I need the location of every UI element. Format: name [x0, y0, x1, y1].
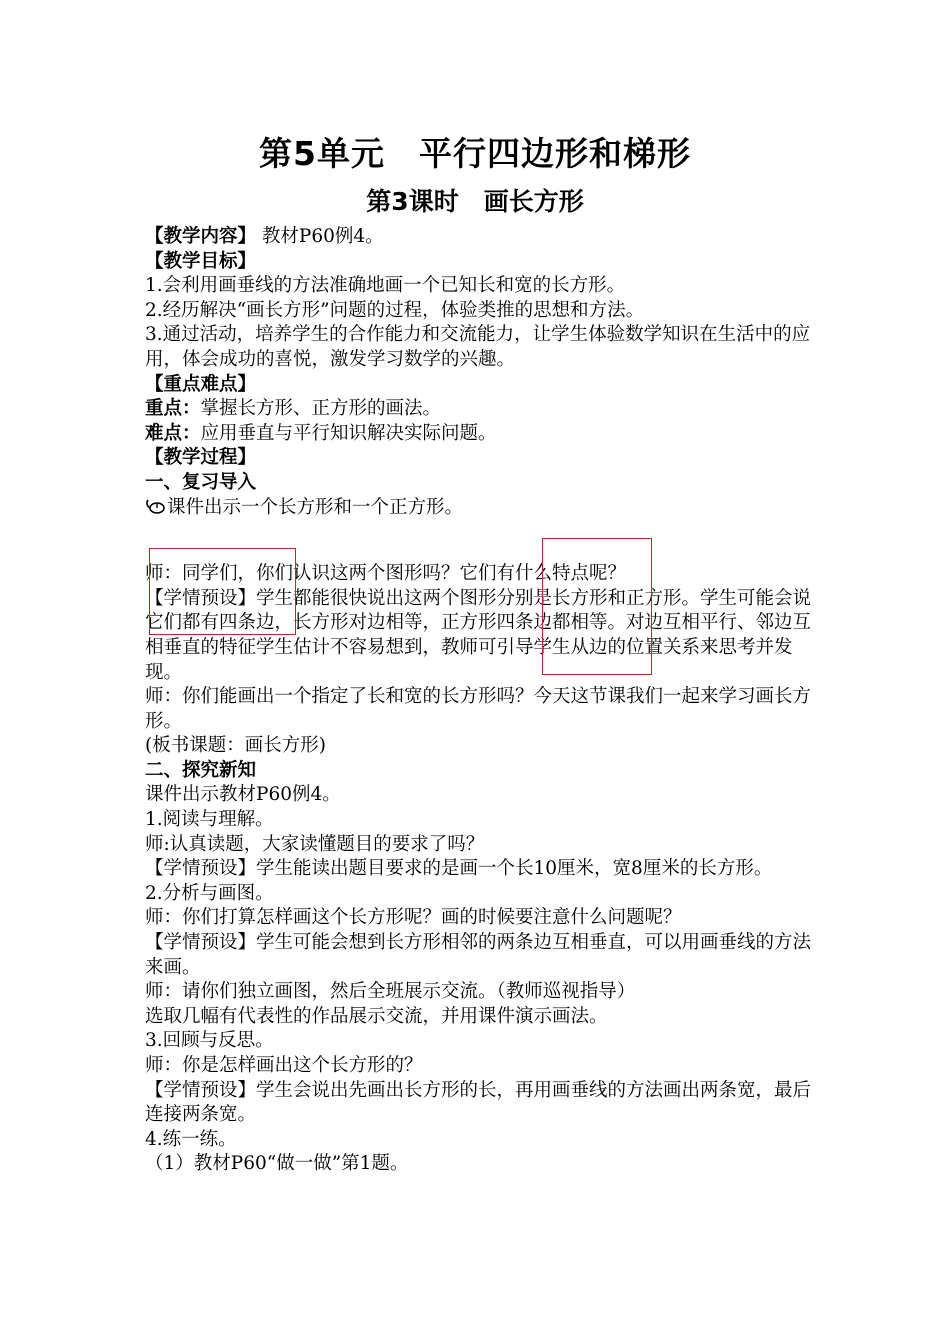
- lesson-title: 第3课时 画长方形: [366, 187, 584, 216]
- teaching-content-text: 教材P60例4。: [261, 226, 384, 247]
- process-label: 【教学过程】: [145, 447, 257, 469]
- paragraph: 3.回顾与反思。: [145, 1030, 274, 1052]
- paragraph: 师：你们能画出一个指定了长和宽的长方形吗？今天这节课我们一起来学习画长方形。: [145, 686, 812, 732]
- unit-title: 第5单元 平行四边形和梯形: [259, 134, 691, 173]
- paragraph: 【学情预设】学生可能会想到长方形相邻的两条边互相垂直，可以用画垂线的方法来画。: [145, 932, 812, 978]
- paragraph: 师：同学们，你们认识这两个图形吗？它们有什么特点呢？: [145, 563, 627, 585]
- teaching-goals-label: 【教学目标】: [145, 250, 257, 272]
- difficult-point: [145, 422, 815, 447]
- goal-item: 1.会利用画垂线的方法准确地画一个已知长和宽的长方形。: [145, 275, 626, 297]
- key-points-label: 【重点难点】: [145, 373, 257, 395]
- rectangle-figure: [149, 548, 296, 635]
- mouse-icon: [145, 497, 167, 518]
- paragraph: 4.练一练。: [145, 1128, 237, 1150]
- square-figure: [542, 538, 652, 675]
- courseware-line: [145, 496, 815, 521]
- goal-item: 2.经历解决“画长方形”问题的过程，体验类推的思想和方法。: [145, 299, 645, 321]
- key-point: [145, 397, 815, 422]
- paragraph: （1）教材P60“做一做”第1题。: [145, 1153, 409, 1175]
- courseware-text: 课件出示一个长方形和一个正方形。: [167, 496, 464, 518]
- lesson-body: [145, 225, 815, 1177]
- section-heading: 一、复习导入: [145, 471, 257, 493]
- paragraph: 师：你们打算怎样画这个长方形呢？画的时候要注意什么问题呢？: [145, 907, 682, 929]
- section-heading: 二、探究新知: [145, 759, 257, 781]
- paragraph: 【学情预设】学生都能很快说出这两个图形分别是长方形和正方形。学生可能会说它们都有四条边，长方形对边相等，正方形四条边都相等。对边互相平行、邻边互相垂直的特征学生估计不容易想到，教师可引导学生从边的位置关系来思考并发现。: [145, 587, 812, 683]
- paragraph: 课件出示教材P60例4。: [145, 784, 341, 806]
- teaching-content-label: 【教学内容】: [145, 226, 257, 247]
- difficult-point-text: 应用垂直与平行知识解决实际问题。: [200, 422, 497, 444]
- difficult-point-label: 难点：: [145, 422, 201, 444]
- key-point-label: 重点：: [145, 398, 201, 420]
- paragraph: 师:认真读题，大家读懂题目的要求了吗？: [145, 833, 485, 855]
- paragraph: 师：你是怎样画出这个长方形的？: [145, 1055, 423, 1076]
- paragraph: 【学情预设】学生能读出题目要求的是画一个长10厘米，宽8厘米的长方形。: [145, 858, 773, 880]
- paragraph: 师：请你们独立画图，然后全班展示交流。（教师巡视指导）: [145, 981, 636, 1003]
- goal-item: 3.通过活动，培养学生的合作能力和交流能力，让学生体验数学知识在生活中的应用，体会成功的喜悦，激发学习数学的兴趣。: [145, 324, 811, 370]
- paragraph: 1.阅读与理解。: [145, 809, 274, 831]
- teaching-content: [145, 225, 815, 250]
- key-point-text: 掌握长方形、正方形的画法。: [200, 398, 442, 420]
- paragraph: 【学情预设】学生会说出先画出长方形的长，再用画垂线的方法画出两条宽，最后连接两条宽。: [145, 1079, 812, 1126]
- paragraph: 选取几幅有代表性的作品展示交流，并用课件演示画法。: [145, 1005, 608, 1027]
- paragraph: 2.分析与画图。: [145, 882, 274, 904]
- paragraph: (板书课题：画长方形): [145, 735, 326, 757]
